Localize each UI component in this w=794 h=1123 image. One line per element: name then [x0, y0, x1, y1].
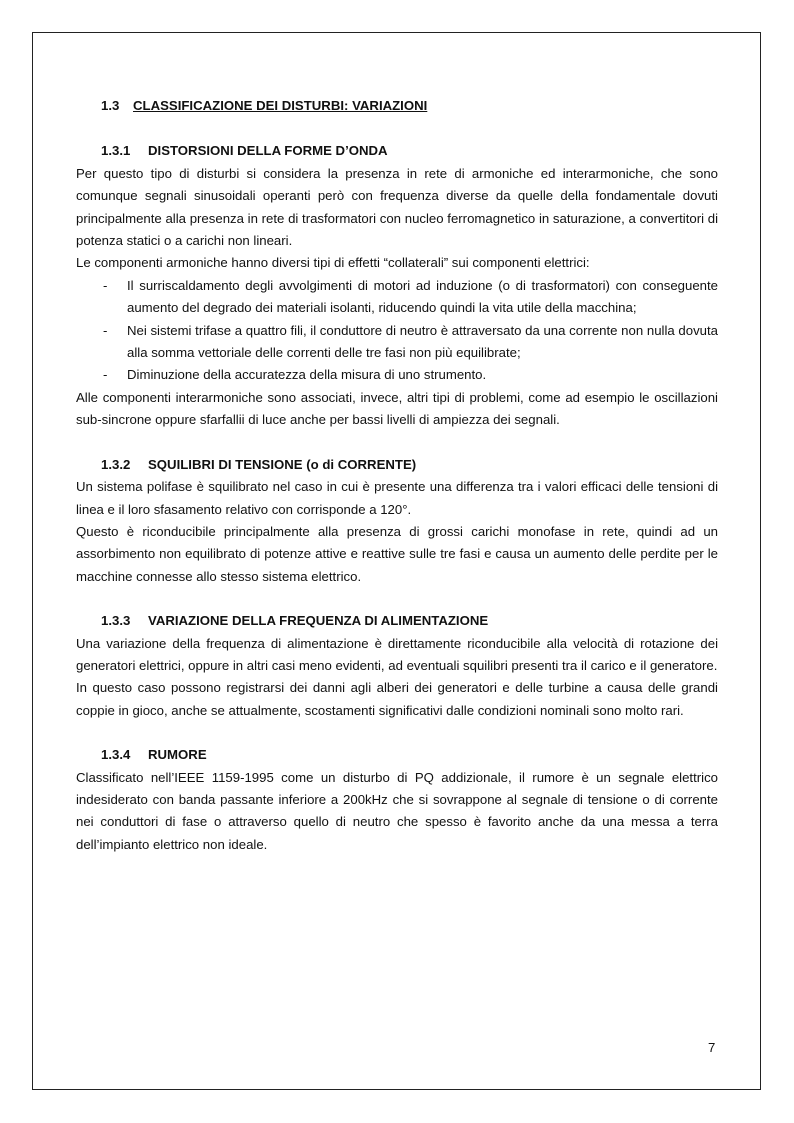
paragraph: In questo caso possono registrarsi dei danni agli alberi dei generatori e delle turbine a causa delle grandi coppie in gioco, anche se attualmente, scostamenti significativi dalle condizioni nominali sono molto rari. [76, 680, 718, 718]
subsection-heading-1-3-4 [101, 744, 718, 766]
subsection-title: VARIAZIONE DELLA FREQUENZA DI ALIMENTAZIONE [148, 613, 489, 629]
list-item-text: Diminuzione della accuratezza della misura di uno strumento. [127, 367, 487, 383]
section-heading [101, 95, 718, 117]
section-title: CLASSIFICAZIONE DEI DISTURBI: VARIAZIONI [133, 98, 428, 113]
paragraph: Classificato nell’IEEE 1159-1995 come un disturbo di PQ addizionale, il rumore è un segnale elettrico indesiderato con banda passante inferiore a 200kHz che si sovrappone al segnale di tensione o di corrente nei conduttori di fase o attraverso quello di neutro che spesso è favorito anche da una messa a terra dell’impianto elettrico non ideale. [76, 769, 718, 852]
subsection-title: RUMORE [148, 747, 207, 763]
subsection-number: 1.3.2 [101, 456, 131, 472]
list-item-text: Il surriscaldamento degli avvolgimenti di motori ad induzione (o di trasformatori) con conseguente aumento del degrado dei materiali isolanti, riducendo quindi la vita utile della macchina; [127, 277, 718, 316]
subsection-title: SQUILIBRI DI TENSIONE (o di CORRENTE) [148, 456, 417, 472]
paragraph: Alle componenti interarmoniche sono associati, invece, altri tipi di problemi, come ad esempio le oscillazioni sub-sincrone oppure sfarfallii di luce anche per bassi livelli di ampiezza dei segnali. [76, 389, 718, 428]
bullet-marker: - [103, 322, 108, 338]
subsection-number: 1.3.3 [101, 613, 131, 629]
bullet-marker: - [103, 367, 108, 383]
document-body [76, 95, 718, 856]
list-item [76, 320, 718, 365]
list-item [76, 364, 718, 386]
list-item-text: Nei sistemi trifase a quattro fili, il conduttore di neutro è attraversato da una corrente non nulla dovuta alla somma vettoriale delle correnti delle tre fasi non più equilibrate; [127, 322, 718, 361]
paragraph: Una variazione della frequenza di alimentazione è direttamente riconducibile alla velocità di rotazione dei generatori elettrici, oppure in altri casi meno evidenti, ad eventuali squilibri presenti tra il carico e il generatore. [76, 635, 718, 673]
paragraph: Questo è riconducibile principalmente alla presenza di grossi carichi monofase in rete, quindi ad un assorbimento non equilibrato di potenze attive e reattive sulle tre fasi e causa un aumento delle perdite per le macchine connesse allo stesso sistema elettrico. [76, 523, 718, 584]
subsection-number: 1.3.4 [101, 747, 131, 763]
paragraph: Per questo tipo di disturbi si considera la presenza in rete di armoniche ed interarmoniche, che sono comunque segnali sinusoidali operanti però con frequenza diverse da quelle della fondamentale dovuti principalmente alla presenza in rete di trasformatori con nucleo ferromagnetico in saturazione, a convertitori di potenza statici o a carichi non lineari. [76, 165, 718, 249]
paragraph: Un sistema polifase è squilibrato nel caso in cui è presente una differenza tra i valori efficaci delle tensioni di linea e il loro sfasamento relativo con corrisponde a 120°. [76, 479, 718, 517]
section-number: 1.3 [101, 98, 120, 113]
list-item [76, 275, 718, 320]
bullet-list [76, 275, 718, 387]
subsection-heading-1-3-3 [101, 610, 718, 632]
subsection-heading-1-3-2 [101, 454, 718, 476]
paragraph: Le componenti armoniche hanno diversi tipi di effetti “collaterali” sui componenti elettrici: [76, 255, 590, 271]
page-number: 7 [708, 1040, 716, 1055]
bullet-marker: - [103, 277, 108, 293]
subsection-number: 1.3.1 [101, 143, 131, 159]
subsection-title: DISTORSIONI DELLA FORME D’ONDA [148, 143, 388, 159]
subsection-heading-1-3-1 [101, 140, 718, 162]
